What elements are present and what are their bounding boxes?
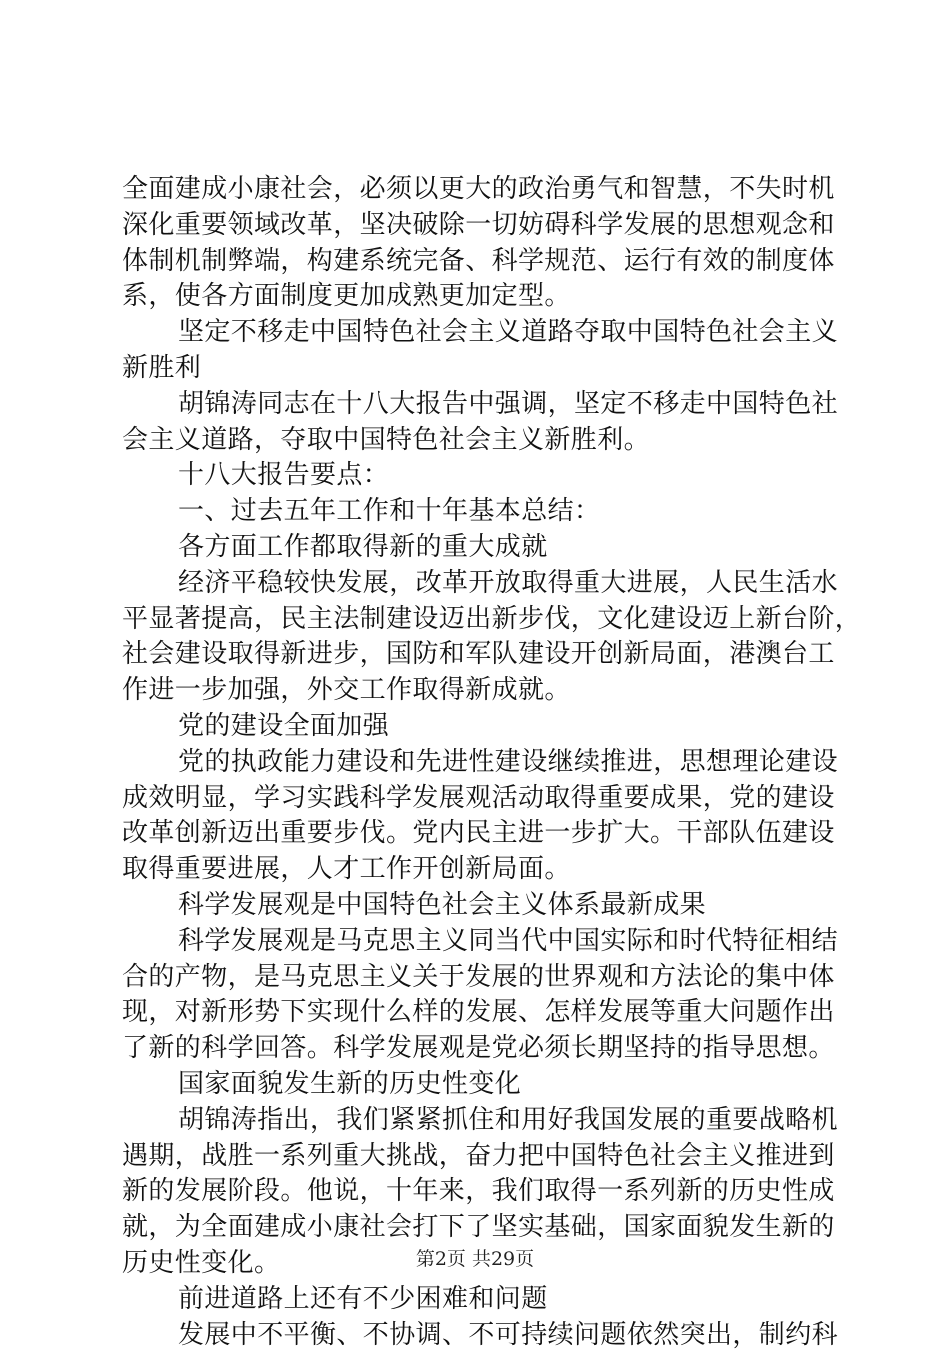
subsection-heading: 前进道路上还有不少困难和问题 — [122, 1282, 834, 1318]
paragraph-start: 党的执政能力建设和先进性建设继续推进，思想理论建设 — [122, 745, 834, 781]
text-line: 新胜利 — [122, 351, 834, 387]
paragraph-start: 经济平稳较快发展，改革开放取得重大进展，人民生活水 — [122, 566, 834, 602]
text-line: 合的产物，是马克思主义关于发展的世界观和方法论的集中体 — [122, 960, 834, 996]
paragraph-start: 科学发展观是马克思主义同当代中国实际和时代特征相结 — [122, 924, 834, 960]
section-heading: 一、过去五年工作和十年基本总结： — [122, 494, 834, 530]
paragraph-start: 胡锦涛指出，我们紧紧抓住和用好我国发展的重要战略机 — [122, 1103, 834, 1139]
text-line: 历史性变化。 — [122, 1246, 834, 1282]
section-heading: 十八大报告要点： — [122, 458, 834, 494]
text-line: 现，对新形势下实现什么样的发展、怎样发展等重大问题作出 — [122, 995, 834, 1031]
subsection-heading: 各方面工作都取得新的重大成就 — [122, 530, 834, 566]
text-line: 遇期，战胜一系列重大挑战，奋力把中国特色社会主义推进到 — [122, 1139, 834, 1175]
text-line: 体制机制弊端，构建系统完备、科学规范、运行有效的制度体 — [122, 244, 834, 280]
subsection-heading: 科学发展观是中国特色社会主义体系最新成果 — [122, 888, 834, 924]
text-line: 改革创新迈出重要步伐。党内民主进一步扩大。干部队伍建设 — [122, 816, 834, 852]
text-line: 社会建设取得新进步，国防和军队建设开创新局面，港澳台工 — [122, 637, 834, 673]
section-heading: 坚定不移走中国特色社会主义道路夺取中国特色社会主义 — [122, 315, 834, 351]
page-number-footer: 第2页 共29页 — [0, 1244, 950, 1271]
text-line: 新的发展阶段。他说，十年来，我们取得一系列新的历史性成 — [122, 1174, 834, 1210]
text-line: 系，使各方面制度更加成熟更加定型。 — [122, 279, 834, 315]
paragraph-start: 胡锦涛同志在十八大报告中强调，坚定不移走中国特色社 — [122, 387, 834, 423]
text-line: 取得重要进展，人才工作开创新局面。 — [122, 852, 834, 888]
text-line: 全面建成小康社会，必须以更大的政治勇气和智慧，不失时机 — [122, 172, 834, 208]
document-body — [122, 172, 834, 1353]
text-line: 深化重要领域改革，坚决破除一切妨碍科学发展的思想观念和 — [122, 208, 834, 244]
text-line: 成效明显，学习实践科学发展观活动取得重要成果，党的建设 — [122, 781, 834, 817]
text-line: 会主义道路，夺取中国特色社会主义新胜利。 — [122, 423, 834, 459]
subsection-heading: 国家面貌发生新的历史性变化 — [122, 1067, 834, 1103]
text-line: 作进一步加强，外交工作取得新成就。 — [122, 673, 834, 709]
text-line: 就，为全面建成小康社会打下了坚实基础，国家面貌发生新的 — [122, 1210, 834, 1246]
text-line: 了新的科学回答。科学发展观是党必须长期坚持的指导思想。 — [122, 1031, 834, 1067]
paragraph-start: 发展中不平衡、不协调、不可持续问题依然突出，制约科 — [122, 1318, 834, 1353]
subsection-heading: 党的建设全面加强 — [122, 709, 834, 745]
text-line: 平显著提高，民主法制建设迈出新步伐，文化建设迈上新台阶， — [122, 602, 834, 638]
